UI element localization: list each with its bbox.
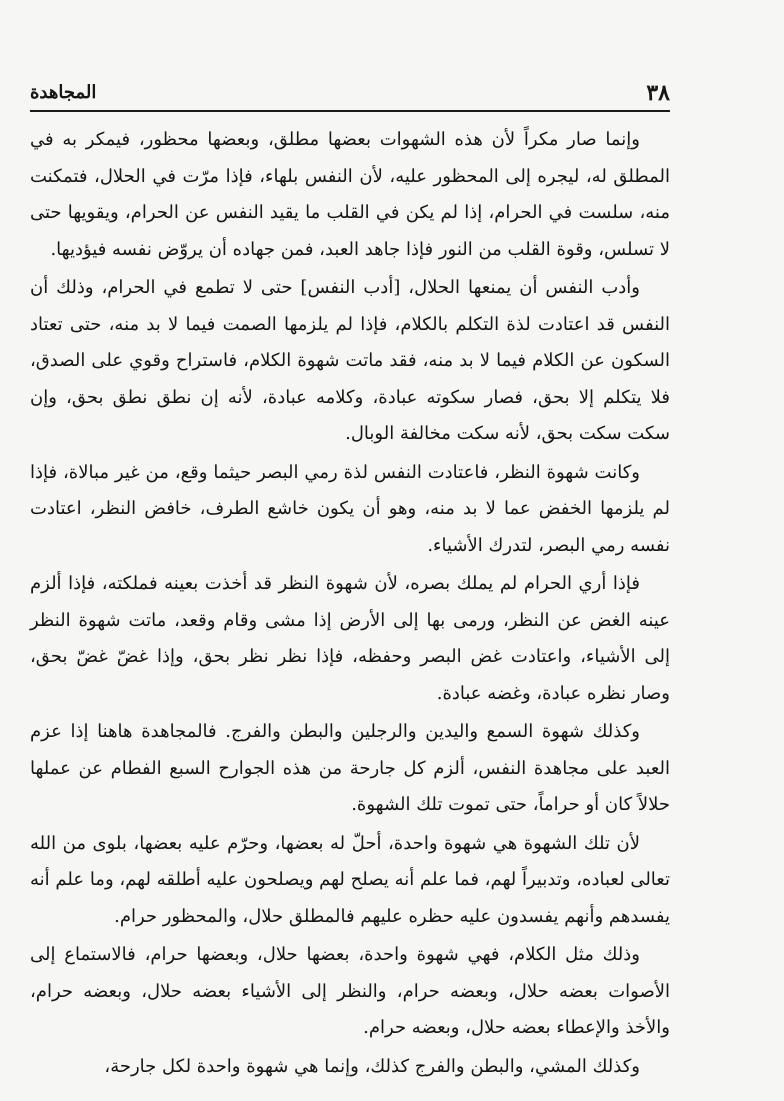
paragraph-2: وأدب النفس أن يمنعها الحلال، [أدب النفس] حتى لا تطمع في الحرام، وذلك أن النفس قد اعتادت لذة التكلم بالكلام، فإذا لم يلزمها الصمت فيما لا بد منه، حتى تعتاد السكون عن الكلام فيما لا بد منه، فقد ماتت شهوة الكلام، فاستراح وقوي على الصدق، فلا يتكلم إلا بحق، فصار سكوته عبادة، وكلامه عبادة، لأنه إن نطق نطق بحق، وإن سكت سكت بحق، لأنه سكت مخالفة الوبال. bbox=[30, 277, 670, 444]
paragraph-4: فإذا أري الحرام لم يملك بصره، لأن شهوة النظر قد أخذت بعينه فملكته، فإذا ألزم عينه الغض عن النظر، ورمى بها إلى الأرض إذا مشى وقام وقعد، ماتت شهوة النظر إلى الأشياء، واعتادت غض البصر وحفظه، فإذا نظر نظر بحق، وإذا غضّ غضّ بحق، وصار نظره عبادة، وغضه عبادة. bbox=[30, 573, 670, 704]
paragraph-6: لأن تلك الشهوة هي شهوة واحدة، أحلّ له بعضها، وحرّم عليه بعضها، بلوى من الله تعالى لعباده، وتدبيراً لهم، فما علم أنه يصلح لهم ويصلحون عليه أطلقه لهم، وما علم أنه يفسدهم وأنهم يفسدون عليه حظره عليهم فالمطلق حلال، والمحظور حرام. bbox=[30, 832, 670, 927]
running-title: المجاهدة bbox=[30, 82, 97, 103]
page-header bbox=[30, 80, 670, 112]
paragraph-5: وكذلك شهوة السمع واليدين والرجلين والبطن والفرج. فالمجاهدة هاهنا إذا عزم العبد على مجاهدة النفس، ألزم كل جارحة من هذه الجوارح السبع الفطام عن عملها حلالاً كان أو حراماً، حتى تموت تلك الشهوة. bbox=[30, 721, 670, 815]
page-body bbox=[30, 122, 670, 1087]
paragraph-3: وكانت شهوة النظر، فاعتادت النفس لذة رمي البصر حيثما وقع، من غير مبالاة، فإذا لم يلزمها الخفض عما لا بد منه، وهو أن يكون خاشع الطرف، خافض النظر، اعتادت نفسه رمي البصر، لتدرك الأشياء. bbox=[30, 461, 670, 556]
page-number: ٣٨ bbox=[646, 80, 670, 106]
paragraph-8: وكذلك المشي، والبطن والفرج كذلك، وإنما هي شهوة واحدة لكل جارحة، bbox=[104, 1055, 640, 1077]
paragraph-1: وإنما صار مكراً لأن هذه الشهوات بعضها مطلق، وبعضها محظور، فيمكر به في المطلق له، ليجره إلى المحظور عليه، لأن النفس بلهاء، فإذا مرّت في الحلال، فتمكنت منه، سلست في الحرام، إذا لم يكن في القلب ما يقيد النفس عن الحرام، ويقويها حتى لا تسلس، وقوة القلب من النور فإذا جاهد العبد، فمن جهاده أن يروّض نفسه فيؤديها. bbox=[30, 129, 670, 260]
paragraph-7: وذلك مثل الكلام، فهي شهوة واحدة، بعضها حلال، وبعضها حرام، فالاستماع إلى الأصوات بعضه حلال، وبعضه حرام، والنظر إلى الأشياء بعضه حلال، وبعضه حرام، والأخذ والإعطاء بعضه حلال، وبعضه حرام. bbox=[30, 944, 670, 1038]
